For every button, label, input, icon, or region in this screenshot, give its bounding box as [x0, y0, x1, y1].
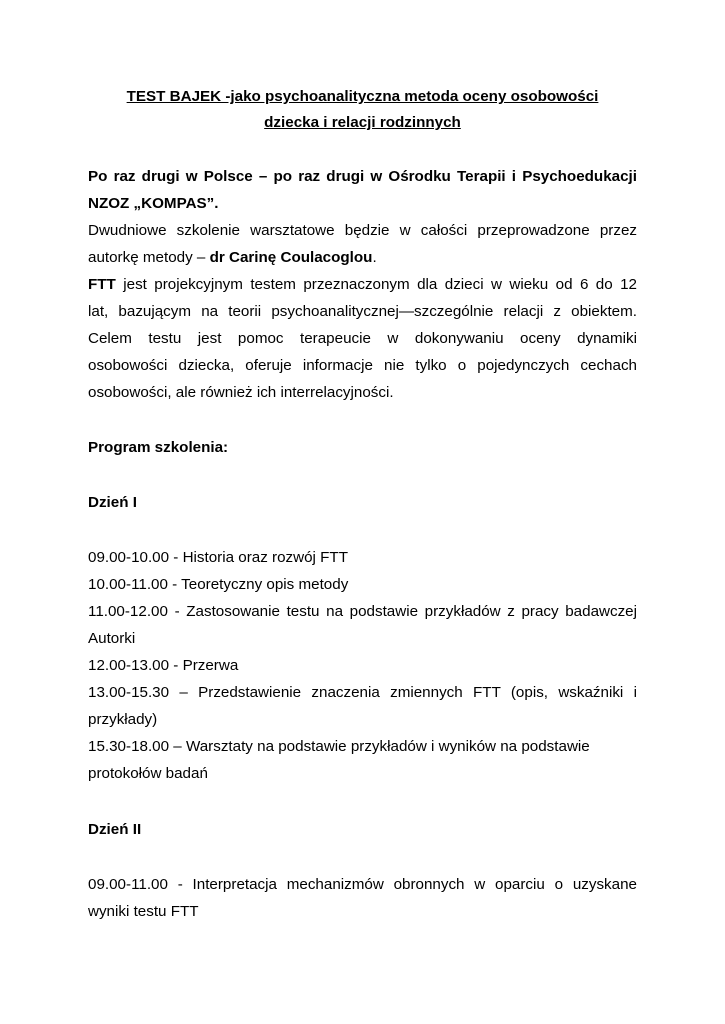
day-1-schedule-item: 11.00-12.00 - Zastosowanie testu na podstawie przykładów z pracy badawczej	[88, 603, 637, 620]
ftt-abbreviation: FTT	[88, 276, 116, 293]
day-1-schedule-item-continued: Autorki	[88, 630, 136, 647]
day-1-schedule-item: 15.30-18.00 – Warsztaty na podstawie przykładów i wyników na podstawie	[88, 738, 590, 755]
day-2-heading: Dzień II	[88, 821, 142, 838]
intro-paragraph-1-line-1: Dwudniowe szkolenie warsztatowe będzie w całości przeprowadzone przez	[88, 222, 637, 239]
day-1-schedule-item: 12.00-13.00 - Przerwa	[88, 657, 239, 674]
intro-headline-line-2: NZOZ „KOMPAS”.	[88, 195, 219, 212]
intro-headline-line-1: Po raz drugi w Polsce – po raz drugi w Ośrodku Terapii i Psychoedukacji	[88, 168, 637, 185]
intro-paragraph-2-line-5: osobowości, ale również ich interrelacyjności.	[88, 384, 394, 401]
day-1-schedule-item-continued: protokołów badań	[88, 765, 208, 782]
document-title-line-1: TEST BAJEK -jako psychoanalityczna metoda oceny osobowości	[126, 88, 599, 105]
day-2-schedule-item: 09.00-11.00 - Interpretacja mechanizmów obronnych w oparciu o uzyskane	[88, 876, 637, 893]
document-title-line-2: dziecka i relacji rodzinnych	[264, 114, 461, 131]
intro-paragraph-1-line-2	[88, 249, 637, 267]
ftt-description: jest projekcyjnym testem przeznaczonym dla dzieci w wieku od 6 do 12	[115, 276, 637, 293]
day-1-schedule-item: 10.00-11.00 - Teoretyczny opis metody	[88, 576, 349, 593]
day-1-heading: Dzień I	[88, 494, 137, 511]
day-2-schedule-item-continued: wyniki testu FTT	[88, 903, 199, 920]
author-period: .	[372, 249, 377, 266]
author-intro-text: autorkę metody –	[88, 249, 210, 266]
intro-paragraph-2-line-2: lat, bazującym na teorii psychoanalitycznej—szczególnie relacji z obiektem.	[88, 303, 637, 320]
intro-paragraph-2-line-4: osobowości dziecka, oferuje informacje nie tylko o pojedynczych cechach	[88, 357, 637, 374]
program-heading: Program szkolenia:	[88, 439, 229, 456]
day-1-schedule-item: 13.00-15.30 – Przedstawienie znaczenia zmiennych FTT (opis, wskaźniki i	[88, 684, 637, 701]
author-name: dr Carinę Coulacoglou	[209, 249, 373, 266]
day-1-schedule-item-continued: przykłady)	[88, 711, 158, 728]
intro-paragraph-2-line-1	[88, 276, 637, 294]
day-1-schedule-item: 09.00-10.00 - Historia oraz rozwój FTT	[88, 549, 348, 566]
intro-paragraph-2-line-3: Celem testu jest pomoc terapeucie w dokonywaniu oceny dynamiki	[88, 330, 637, 347]
